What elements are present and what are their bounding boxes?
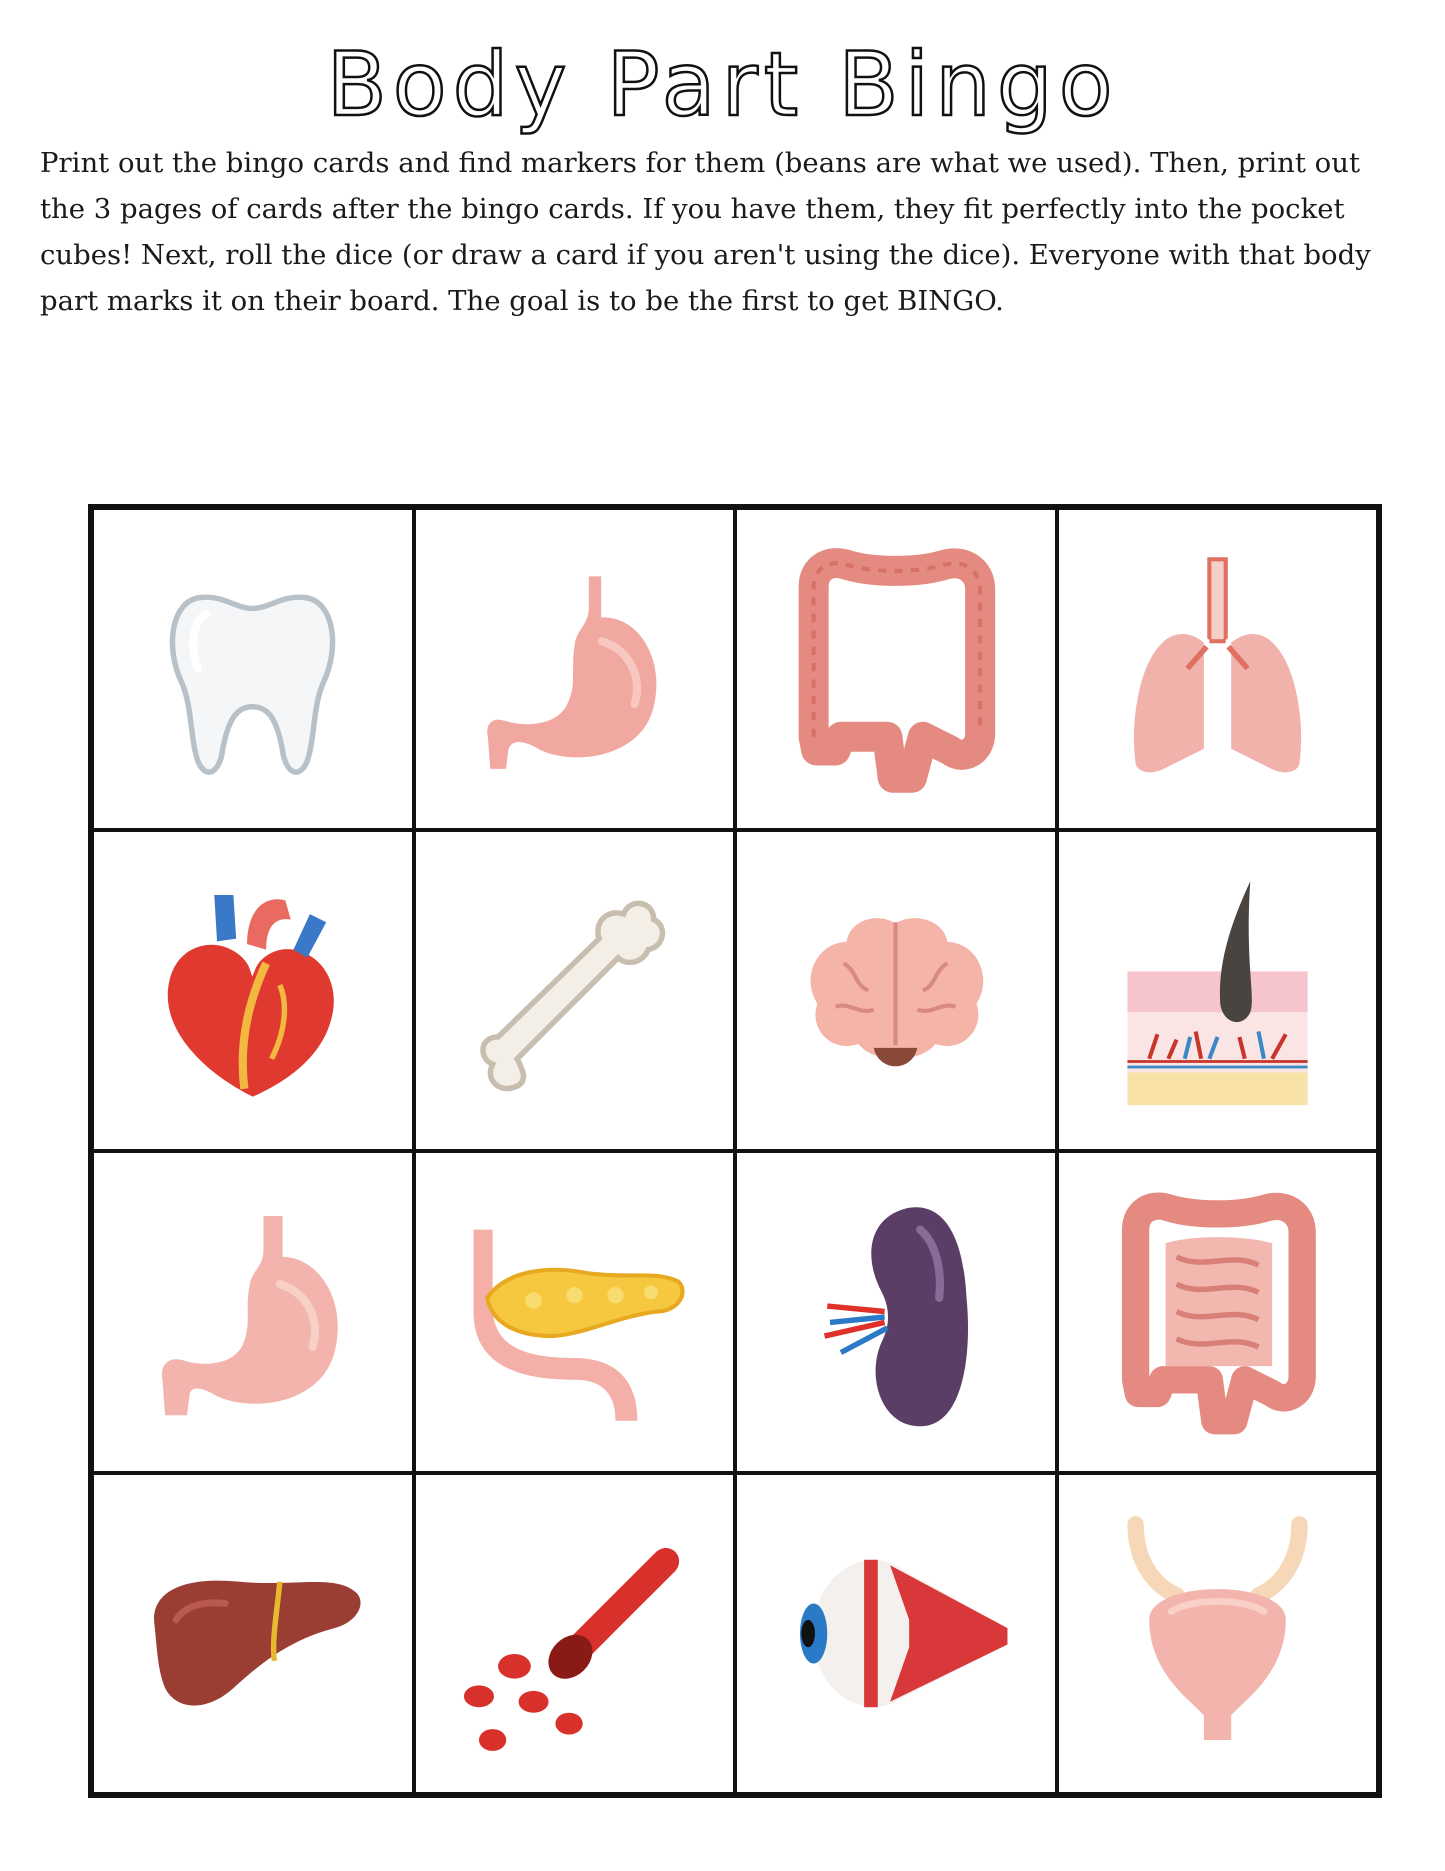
stomach-icon — [116, 1175, 389, 1448]
bingo-cell — [414, 508, 736, 830]
eye-icon — [759, 1497, 1032, 1770]
bingo-cell — [735, 1473, 1057, 1795]
bingo-cell — [1057, 508, 1379, 830]
bladder-icon — [1081, 1497, 1354, 1770]
bingo-cell — [1057, 1473, 1379, 1795]
page-title: Body Part Bingo — [326, 33, 1119, 136]
bingo-cell — [92, 1151, 414, 1473]
bingo-cell — [92, 508, 414, 830]
bingo-cell — [414, 1473, 736, 1795]
stomach-icon — [438, 532, 711, 805]
bingo-card — [88, 504, 1382, 1798]
blood-vessel-icon — [438, 1497, 711, 1770]
bingo-cell — [1057, 830, 1379, 1152]
bingo-cell — [735, 1151, 1057, 1473]
bingo-cell — [1057, 1151, 1379, 1473]
bingo-cell — [92, 1473, 414, 1795]
intestines-icon — [1081, 1175, 1354, 1448]
bone-icon — [438, 854, 711, 1127]
instructions-paragraph: Print out the bingo cards and find markers for them (beans are what we used). Then, print out the 3 pages of cards after the bingo cards. If you have them, they fit perfectly into the pocket cubes! Next, roll the dice (or draw a card if you aren't using the dice). Everyone with that body part marks it on their board. The goal is to be the first to get BINGO. — [40, 147, 1371, 317]
bingo-cell — [92, 830, 414, 1152]
bingo-cell — [414, 830, 736, 1152]
large-intestine-icon — [759, 532, 1032, 805]
kidney-icon — [759, 1175, 1032, 1448]
pancreas-icon — [438, 1175, 711, 1448]
bingo-cell — [735, 830, 1057, 1152]
heart-icon — [116, 854, 389, 1127]
skin-icon — [1081, 854, 1354, 1127]
tooth-icon — [116, 532, 389, 805]
bingo-cell — [735, 508, 1057, 830]
liver-icon — [116, 1497, 389, 1770]
bingo-cell — [414, 1151, 736, 1473]
lungs-icon — [1081, 532, 1354, 805]
brain-icon — [759, 854, 1032, 1127]
